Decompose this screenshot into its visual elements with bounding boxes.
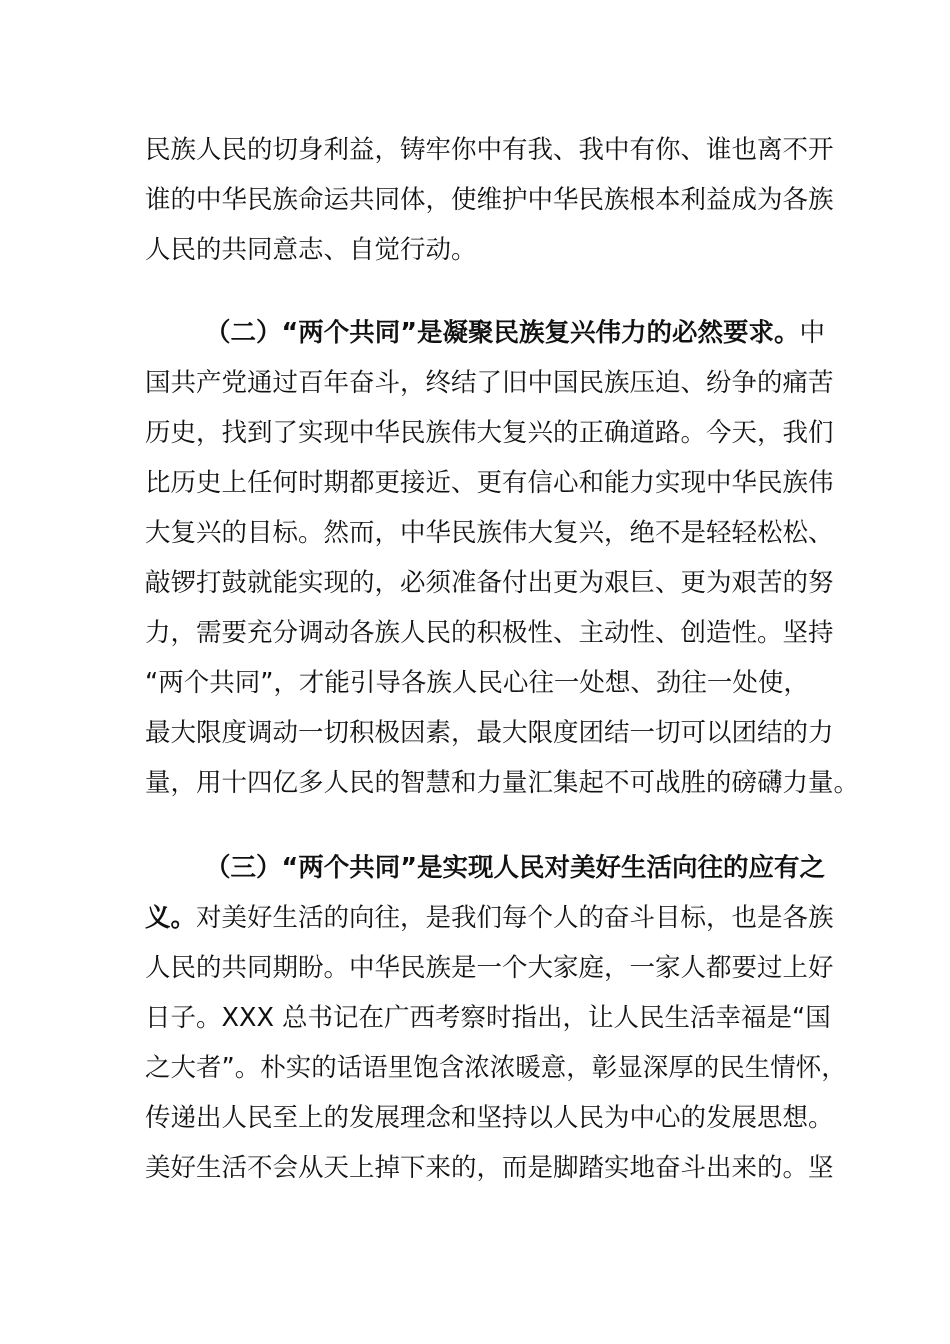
text-line (145, 563, 834, 603)
line-text: “两个共同”，才能引导各族人民心往一处想、劲往一处使， (145, 668, 809, 698)
text-line (145, 1048, 847, 1088)
line-text: 敲锣打鼓就能实现的，必须准备付出更为艰巨、更为艰苦的努 (145, 568, 834, 598)
line-text: 人民的共同期盼。中华民族是一个大家庭，一家人都要过上好 (145, 953, 834, 983)
line-text: 人民的共同意志、自觉行动。 (145, 235, 477, 265)
section-heading-two: （二）“两个共同”是凝聚民族复兴伟力的必然要求。 (205, 318, 800, 348)
text-line (145, 713, 834, 753)
text-line (145, 230, 805, 270)
text-line (145, 898, 834, 938)
line-text: 民族人民的切身利益，铸牢你中有我、我中有你、谁也离不开 (145, 135, 834, 165)
text-line (145, 948, 834, 988)
line-text: 中 (799, 318, 826, 348)
line-text: 量，用十四亿多人民的智慧和力量汇集起不可战胜的磅礴力量。 (145, 768, 860, 798)
line-text: 传递出人民至上的发展理念和坚持以人民为中心的发展思想。 (145, 1103, 834, 1133)
line-text: 之大者”。朴实的话语里饱含浓浓暖意，彰显深厚的民生情怀， (145, 1053, 847, 1083)
text-line (145, 763, 860, 803)
line-text: 力，需要充分调动各族人民的积极性、主动性、创造性。坚持 (145, 618, 834, 648)
text-line (145, 1098, 834, 1138)
section-heading-line (205, 313, 826, 353)
line-text: 大复兴的目标。然而，中华民族伟大复兴，绝不是轻轻松松、 (145, 518, 834, 548)
line-text: 历史，找到了实现中华民族伟大复兴的正确道路。今天，我们 (145, 418, 834, 448)
line-text: 谁的中华民族命运共同体，使维护中华民族根本利益成为各族 (145, 185, 834, 215)
text-line (145, 1148, 834, 1188)
section-heading-three: （三）“两个共同”是实现人民对美好生活向往的应有之 (205, 853, 826, 883)
text-line (145, 513, 834, 553)
section-heading-three-end: 义。 (145, 903, 197, 933)
text-line (145, 180, 834, 220)
text-line (145, 663, 809, 703)
section-heading-line (205, 848, 826, 888)
line-text: 对美好生活的向往，是我们每个人的奋斗目标，也是各族 (196, 903, 834, 933)
line-text: 国共产党通过百年奋斗，终结了旧中国民族压迫、纷争的痛苦 (145, 368, 834, 398)
text-line (145, 130, 834, 170)
text-line (145, 998, 831, 1038)
line-text: 比历史上任何时期都更接近、更有信心和能力实现中华民族伟 (145, 468, 834, 498)
text-line (145, 463, 834, 503)
line-text: 美好生活不会从天上掉下来的，而是脚踏实地奋斗出来的。坚 (145, 1153, 834, 1183)
text-line (145, 363, 834, 403)
text-line (145, 613, 834, 653)
line-text: 最大限度调动一切积极因素，最大限度团结一切可以团结的力 (145, 718, 834, 748)
text-line (145, 413, 834, 453)
line-text: 日子。XXX 总书记在广西考察时指出，让人民生活幸福是“国 (145, 1003, 831, 1033)
